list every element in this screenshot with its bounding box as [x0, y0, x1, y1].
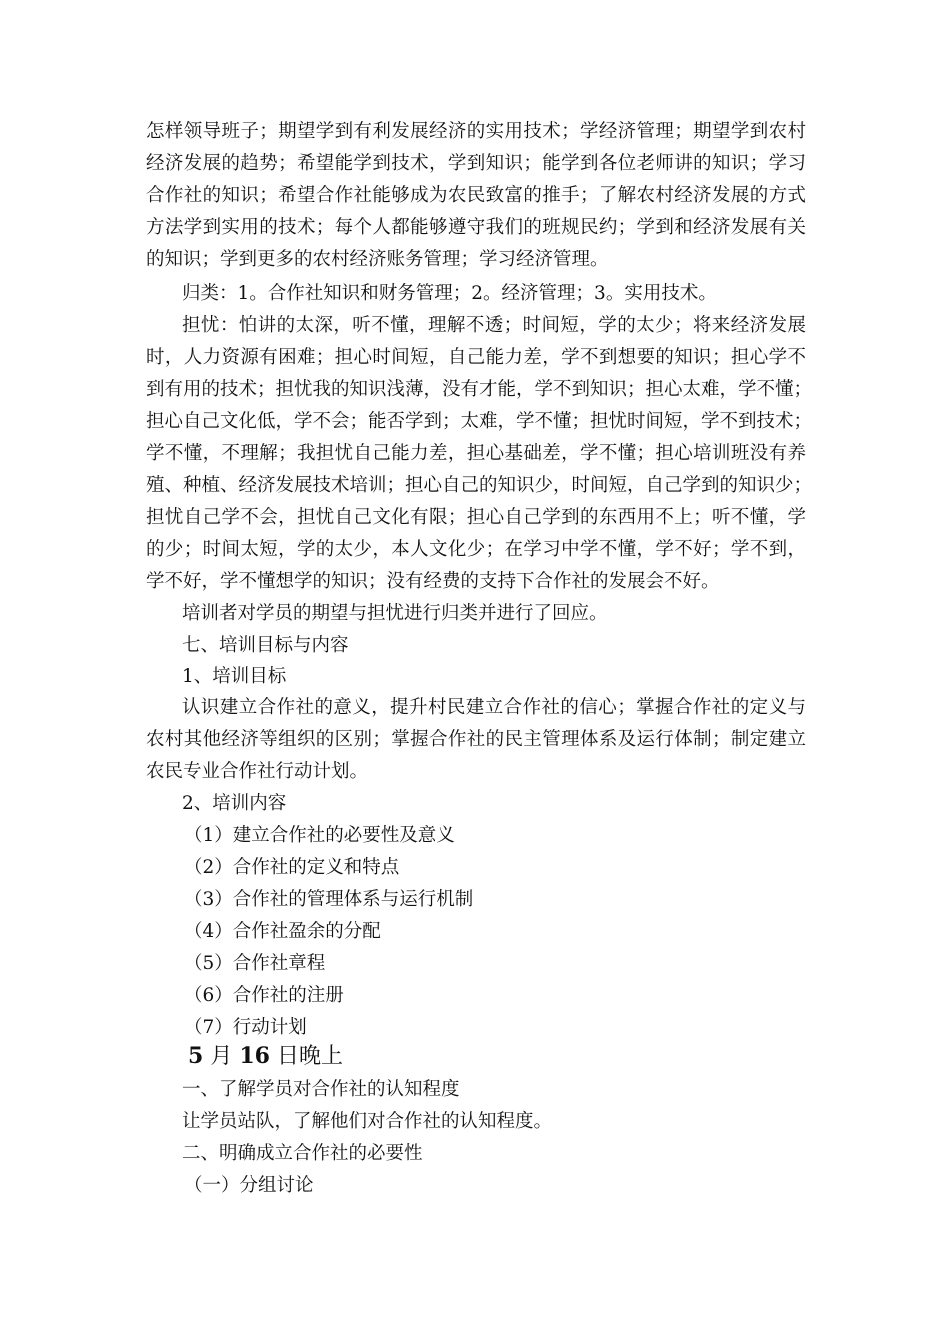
worries-line-2: 时，人力资源有困难；担心时间短，自己能力差，学不到想要的知识；担心学不: [146, 347, 806, 368]
content-item-2: （2）合作社的定义和特点: [184, 857, 400, 878]
worries-line-5: 学不懂，不理解；我担忧自己能力差，担心基础差，学不懂；担心培训班没有养: [146, 443, 806, 464]
part1-heading: 一、了解学员对合作社的认知程度: [182, 1079, 460, 1100]
goal-heading: 1、培训目标: [182, 666, 287, 687]
expectations-line-2: 经济发展的趋势；希望能学到技术，学到知识；能学到各位老师讲的知识；学习: [146, 153, 806, 174]
worries-line-1: 担忧：怕讲的太深，听不懂，理解不透；时间短，学的太少；将来经济发展: [182, 315, 806, 336]
trainer-response: 培训者对学员的期望与担忧进行归类并进行了回应。: [182, 603, 608, 624]
classification-line: 归类：1。合作社知识和财务管理；2。经济管理；3。实用技术。: [182, 283, 717, 304]
content-heading: 2、培训内容: [182, 793, 287, 814]
part1-text: 让学员站队，了解他们对合作社的认知程度。: [182, 1111, 553, 1132]
goal-line-1: 认识建立合作社的意义，提升村民建立合作社的信心；掌握合作社的定义与: [182, 697, 806, 718]
worries-line-8: 的少；时间太短，学的太少，本人文化少；在学习中学不懂，学不好；学不到，: [146, 539, 806, 560]
worries-line-3: 到有用的技术；担忧我的知识浅薄，没有才能，学不到知识；担心太难，学不懂；: [146, 379, 813, 400]
expectations-line-4: 方法学到实用的技术；每个人都能够遵守我们的班规民约；学到和经济发展有关: [146, 217, 806, 238]
content-item-6: （6）合作社的注册: [184, 985, 344, 1006]
goal-line-3: 农民专业合作社行动计划。: [146, 761, 369, 782]
worries-line-7: 担忧自己学不会，担忧自己文化有限；担心自己学到的东西用不上；听不懂，学: [146, 507, 806, 528]
date-heading: [188, 1040, 848, 1072]
date-day-unit: 日晚上: [276, 1044, 343, 1069]
part2-sub: （一）分组讨论: [184, 1175, 314, 1196]
content-item-7: （7）行动计划: [184, 1017, 307, 1038]
date-month: 5: [188, 1043, 204, 1069]
worries-line-9: 学不好，学不懂想学的知识；没有经费的支持下合作社的发展会不好。: [146, 571, 720, 592]
content-item-3: （3）合作社的管理体系与运行机制: [184, 889, 474, 910]
expectations-line-3: 合作社的知识；希望合作社能够成为农民致富的推手；了解农村经济发展的方式: [146, 185, 806, 206]
content-item-1: （1）建立合作社的必要性及意义: [184, 825, 455, 846]
date-month-unit: 月: [210, 1044, 233, 1069]
expectations-line-1: 怎样领导班子；期望学到有利发展经济的实用技术；学经济管理；期望学到农村: [146, 121, 806, 142]
content-item-5: （5）合作社章程: [184, 953, 326, 974]
goal-line-2: 农村其他经济等组织的区别；掌握合作社的民主管理体系及运行体制；制定建立: [146, 729, 806, 750]
part2-heading: 二、明确成立合作社的必要性: [182, 1143, 423, 1164]
content-item-4: （4）合作社盈余的分配: [184, 921, 381, 942]
date-day: 16: [239, 1043, 270, 1069]
worries-line-6: 殖、种植、经济发展技术培训；担心自己的知识少，时间短，自己学到的知识少；: [146, 475, 813, 496]
section7-heading: 七、培训目标与内容: [182, 635, 349, 656]
expectations-line-5: 的知识；学到更多的农村经济账务管理；学习经济管理。: [146, 249, 609, 270]
worries-line-4: 担心自己文化低，学不会；能否学到；太难，学不懂；担忧时间短，学不到技术；: [146, 411, 813, 432]
